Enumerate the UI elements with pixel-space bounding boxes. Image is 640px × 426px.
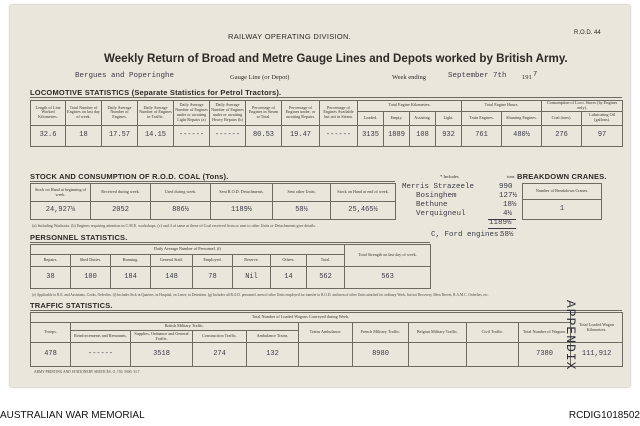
personnel-value: 14 [271,267,307,289]
personnel-header-cell: General Staff. [151,255,193,267]
loco-header-cell: Percentage of Engines Available but not in Steam. [320,101,358,126]
traffic-value [409,343,467,367]
cranes-value: 1 [523,200,602,220]
personnel-group: Daily Average Number of Personnel. (f) [31,245,345,255]
form-title: Weekly Return of Broad and Metre Gauge Lines and Depots worked by British Army. [104,52,568,65]
traffic-header-cell: Civil Traffic. [467,323,519,343]
loco-value: 18 [66,125,102,146]
loco-group-km: Total Engine Kilometres. [358,101,462,112]
personnel-table [30,244,431,289]
loco-header-cell: Light. [436,111,462,125]
traffic-group-loaded: Total Number of Loaded Wagons Conveyed during Week. [31,313,571,323]
loco-header-cell: Total Number of Engines on last day of week. [66,101,102,126]
coal-value: 24,927¼ [31,202,91,220]
personnel-value: 562 [307,267,345,289]
loco-value: 932 [436,125,462,146]
detail-qty: 18½ [503,201,517,209]
cranes-header: Number of Breakdown Cranes. [523,184,602,200]
personnel-heading: PERSONNEL STATISTICS. [30,233,128,242]
ford-engines-label: C, Ford engines. [431,231,504,239]
loco-header-cell: Assisting. [410,111,436,125]
traffic-value: 8980 [353,343,409,367]
personnel-header-cell: Total. [307,255,345,267]
personnel-value: 148 [151,267,193,289]
traffic-header-cell: Reinforcements and Remounts. [71,331,131,343]
traffic-header-cell: Supplies, Ordnance and General Traffic. [131,331,193,343]
detail-place: Merris Strazeele [402,183,475,191]
traffic-value [299,343,353,367]
gauge-label: Gauge Line (or Depot) [230,74,290,81]
week-value: September 7th [448,72,507,80]
traffic-group-military: British Military Traffic. [71,323,299,331]
loco-table [30,100,623,147]
week-label: Week ending [392,74,426,81]
personnel-header-cell: Reserve. [233,255,271,267]
coal-value: 1189½ [211,202,273,220]
personnel-header-cell: Shed Duties. [71,255,111,267]
personnel-strength-header: Total Strength on last day of week. [345,245,431,267]
traffic-value: 132 [247,343,299,367]
loco-header-cell: Length of Line Worked Kilometres. [31,101,66,126]
traffic-header-cell: Trains Ambulance. [299,323,353,343]
traffic-header-cell: Troops. [31,323,71,343]
loco-value: 761 [462,125,502,146]
coal-table [30,183,396,220]
loco-header-cell: Shunting Engines. [502,111,542,125]
loco-header-cell: Train Engines. [462,111,502,125]
line-name: Bergues and Poperinghe [75,72,175,80]
personnel-value: 78 [193,267,233,289]
loco-value: ------ [210,125,246,146]
loco-value: 1889 [384,125,410,146]
traffic-value [467,343,519,367]
traffic-value: 7380 [519,343,571,367]
cranes-heading: BREAKDOWN CRANES. [517,172,607,181]
year-suffix: 7 [533,71,538,79]
loco-heading: LOCOMOTIVE STATISTICS (Separate Statistics for Petrol Tractors). [30,88,282,97]
personnel-footnote: (e) Applicable to R.E. and Assistants, Cooks, Orderlies. (f) Includes Sick in Quarters, in Hospital, on Leave, in Detention. (g) Includes all R.O.D. personnel, men of other Units employed for transfer to R.O.D. and men of other Units attached for ordinary Work, but not Recovery, Mess Brevet, R.A.M.C. Orderlies, etc. [32,293,489,297]
loco-header-cell: Coal (tons). [542,111,582,125]
loco-value: 276 [542,125,582,146]
loco-value: 19.47 [282,125,320,146]
personnel-header-cell: Employed. [193,255,233,267]
ford-engines-value: 58½ [500,231,514,239]
loco-value: ------ [174,125,210,146]
detail-place: Verquigneul [416,210,466,218]
detail-place: Bosinghem [416,192,457,200]
archive-caption-left: AUSTRALIAN WAR MEMORIAL [0,410,145,421]
loco-value: 32.6 [31,125,66,146]
loco-value: 14.15 [138,125,174,146]
traffic-value: ------ [71,343,131,367]
loco-value: ------ [320,125,358,146]
traffic-header-cell: Total Loaded Wagon Kilometres. [571,313,623,343]
traffic-heading: TRAFFIC STATISTICS. [30,301,113,310]
loco-header-cell: Lubricating Oil (gallons). [582,111,623,125]
traffic-value: 478 [31,343,71,367]
coal-value: 58½ [273,202,331,220]
loco-header-cell: Empty. [384,111,410,125]
details-note: tons [507,174,515,179]
personnel-header-cell: Repairs. [31,255,71,267]
coal-footnote: (a) Including Washouts. (b) Engines requiring attention in C.M.E. workshops, (c) and 4 of same at these of Coal received from or sent to other Units or Detachments give details. [32,223,316,228]
loco-header-cell: Daily Average Number of Engines under or awaiting Light Repairs (a) [174,101,210,126]
loco-header-cell: Percentage of Engines under, or awaiting Repairs. [282,101,320,126]
loco-header-cell: Daily Average Number of Engines. [102,101,138,126]
coal-header-cell: Used during week. [151,184,211,202]
coal-header-cell: Stock on Hand at beginning of week. [31,184,91,202]
traffic-header-cell: Ambulance Trains. [247,331,299,343]
details-label: * Includes [440,174,459,179]
appendix-annotation: APPENDIX [563,300,578,371]
traffic-value: 111,912 [571,343,623,367]
personnel-value: Nil [233,267,271,289]
coal-value: 2052 [91,202,151,220]
detail-qty: 990 [499,183,513,191]
traffic-header-cell: Total Number of Wagons. [519,323,571,343]
form-number: R.O.D. 44 [574,30,601,36]
traffic-header-cell: French Military Traffic. [353,323,409,343]
personnel-strength-value: 563 [345,267,431,289]
coal-header-cell: Stock on Hand at end of week. [331,184,396,202]
traffic-value: 3518 [131,343,193,367]
coal-value: 886½ [151,202,211,220]
detail-qty: 127½ [499,192,518,200]
loco-group-consumption: Consumption of Loco. Stores (by Engines only). [542,101,623,112]
loco-header-cell: Percentage of Engines in Steam to Total. [246,101,282,126]
loco-value: 97 [582,125,623,146]
detail-place: Bethune [416,201,448,209]
traffic-value: 274 [193,343,247,367]
detail-total: 1189½ [489,219,512,227]
cranes-table [522,183,602,220]
personnel-header-cell: Running. [111,255,151,267]
personnel-value: 100 [71,267,111,289]
loco-value: 17.57 [102,125,138,146]
coal-heading: STOCK AND CONSUMPTION OF R.O.D. COAL (Tons). [30,172,229,181]
loco-value: 108 [410,125,436,146]
loco-header-cell: Daily Average Number of Engines in Traffic. [138,101,174,126]
traffic-header-cell: Belgian Military Traffic. [409,323,467,343]
coal-header-cell: Sent other Units. [273,184,331,202]
archive-caption-right: RCDIG1018502 [568,410,640,421]
personnel-header-cell: Others. [271,255,307,267]
personnel-value: 38 [31,267,71,289]
traffic-table [30,312,623,367]
traffic-header-cell: Construction Traffic. [193,331,247,343]
loco-header-cell: Loaded. [358,111,384,125]
personnel-value: 184 [111,267,151,289]
year-prefix: 191 [522,74,532,81]
coal-header-cell: Sent R.O.D. Detachments. [211,184,273,202]
loco-value: 80.53 [246,125,282,146]
division-title: RAILWAY OPERATING DIVISION. [228,32,352,41]
coal-value: 25,465½ [331,202,396,220]
loco-value: 480½ [502,125,542,146]
loco-header-cell: Daily Average Number of Engines under or awaiting Heavy Repairs (b) [210,101,246,126]
printer-imprint: ARMY PRINTING AND STATIONERY SERVICES. O. 150. 5000. 3/17. [34,370,141,374]
loco-group-hours: Total Engine Hours. [462,101,542,112]
detail-qty: 4½ [503,210,513,218]
loco-value: 3135 [358,125,384,146]
coal-header-cell: Received during week. [91,184,151,202]
